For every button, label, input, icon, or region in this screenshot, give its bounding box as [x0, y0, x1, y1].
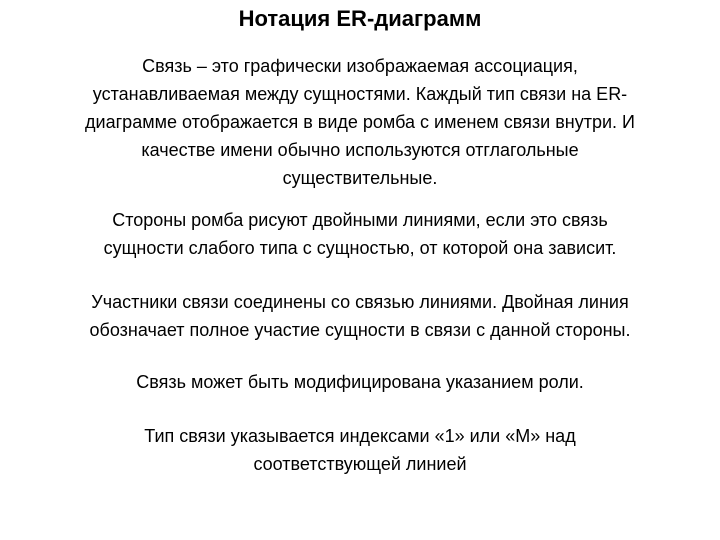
- paragraph-line: качестве имени обычно используются отглагольные: [141, 140, 579, 160]
- paragraph-role: [10, 368, 710, 396]
- paragraph-line: Стороны ромба рисуют двойными линиями, если это связь: [112, 210, 608, 230]
- paragraph-line: Тип связи указывается индексами «1» или «М» над: [144, 426, 576, 446]
- paragraph-relationship-definition: [10, 52, 710, 192]
- paragraph-weak-entity: [10, 206, 710, 262]
- paragraph-line: соответствующей линией: [253, 454, 467, 474]
- slide-title: Нотация ER-диаграмм: [238, 6, 482, 31]
- paragraph-line: Связь – это графически изображаемая ассоциация,: [142, 56, 578, 76]
- paragraph-line: существительные.: [282, 168, 438, 188]
- paragraph-line: устанавливаемая между сущностями. Каждый тип связи на ER-: [92, 84, 628, 104]
- paragraph-line: Связь может быть модифицирована указанием роли.: [136, 372, 584, 392]
- paragraph-line: диаграмме отображается в виде ромба с именем связи внутри. И: [85, 112, 635, 132]
- paragraph-participation: [10, 288, 710, 344]
- paragraph-line: обозначает полное участие сущности в связи с данной стороны.: [89, 320, 631, 340]
- paragraph-cardinality: [10, 422, 710, 478]
- paragraph-line: Участники связи соединены со связью линиями. Двойная линия: [91, 292, 629, 312]
- paragraph-line: сущности слабого типа с сущностью, от которой она зависит.: [103, 238, 617, 258]
